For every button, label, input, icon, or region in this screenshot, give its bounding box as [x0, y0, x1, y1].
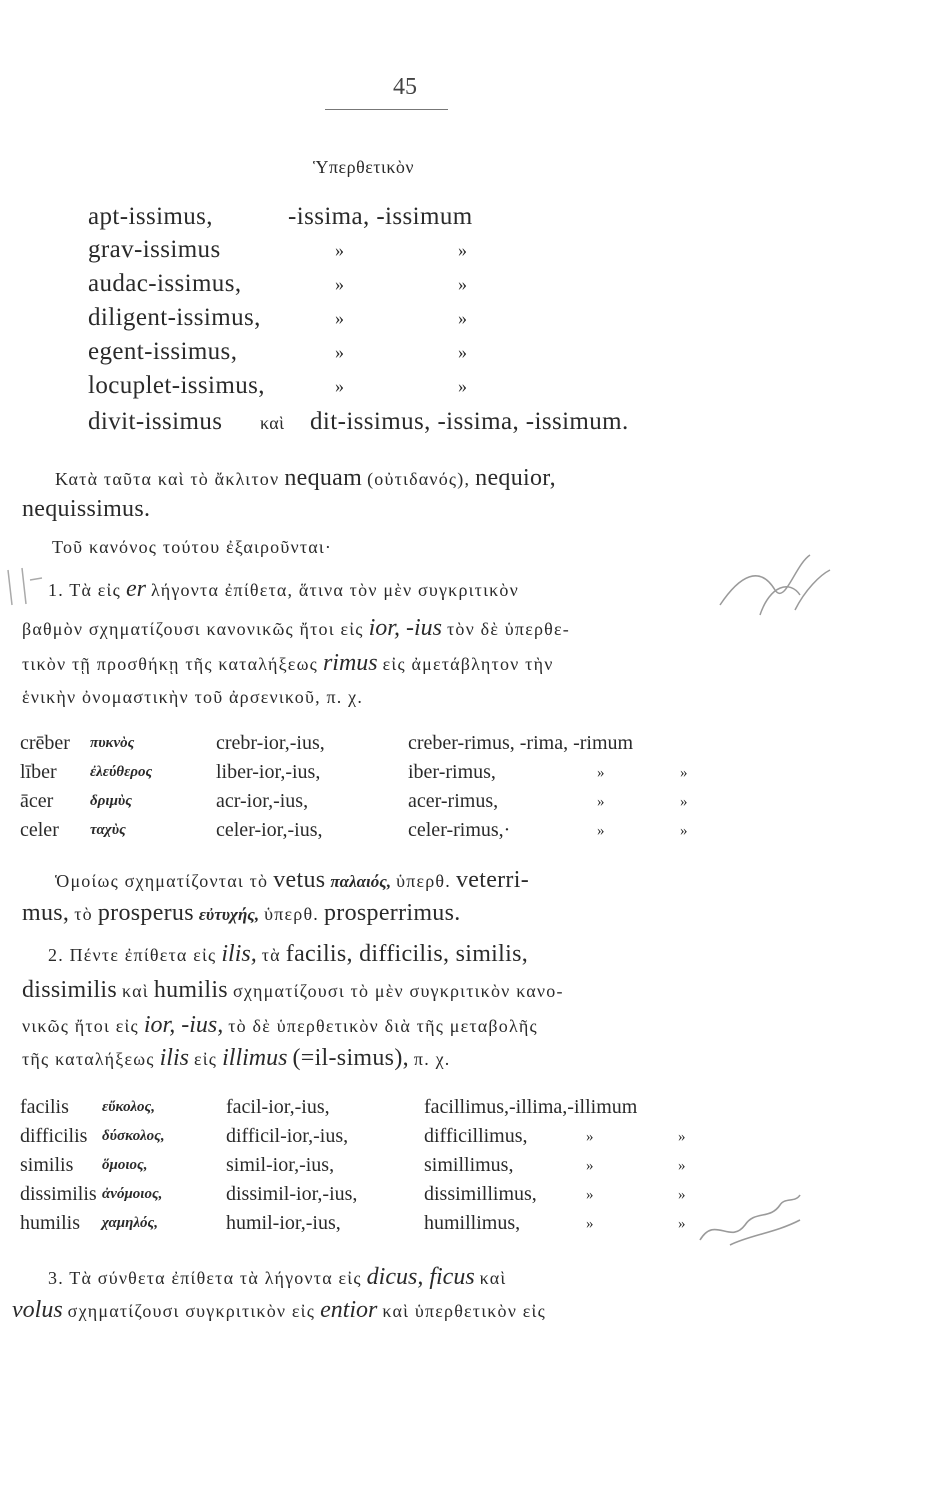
page-number: 45: [393, 74, 417, 100]
ditto-mark: »: [458, 274, 468, 294]
ditto-mark: »: [678, 1187, 686, 1203]
ditto-mark: »: [597, 794, 605, 810]
ditto-mark: »: [586, 1216, 594, 1232]
positive-form: ācer: [20, 790, 54, 812]
greek-gloss: πυκνὸς: [90, 735, 135, 751]
greek-gloss: ἐλεύθερος: [90, 764, 153, 780]
rule1-line-4: ἑνικὴν ὀνομαστικὴν τοῦ ἀρσενικοῦ, π. χ.: [22, 687, 364, 707]
positive-form: dissimilis: [20, 1183, 97, 1205]
superlative-form: simillimus,: [424, 1154, 514, 1176]
superlative-word: locuplet-issimus,: [88, 372, 265, 399]
greek-gloss: ὅμοιος,: [102, 1157, 148, 1173]
superlative-word: audac-issimus,: [88, 270, 242, 297]
rule1-line-2: βαθμὸν σχηματίζουσι κανονικῶς ἤτοι εἰς ior, -ius τὸν δὲ ὑπερθε-: [22, 615, 570, 641]
superlative-form: humillimus,: [424, 1212, 521, 1234]
superlative-form: celer-rimus,·: [408, 819, 511, 841]
greek-gloss: εὔκολος,: [102, 1099, 155, 1115]
pencil-scribble-mark: [700, 535, 840, 635]
greek-gloss: ταχὺς: [90, 822, 126, 838]
section-heading: Ὑπερθετικὸν: [313, 157, 415, 177]
superlative-word: diligent-issimus,: [88, 304, 261, 331]
positive-form: difficilis: [20, 1125, 88, 1147]
positive-form: similis: [20, 1154, 74, 1176]
superlative-form: iber-rimus,: [408, 761, 496, 783]
positive-form: humilis: [20, 1212, 81, 1234]
ditto-mark: »: [597, 823, 605, 839]
positive-form: crēber: [20, 732, 70, 754]
ditto-mark: »: [680, 794, 688, 810]
comparative-form: celer-ior,-ius,: [216, 819, 323, 841]
ditto-mark: »: [458, 240, 468, 260]
ditto-mark: »: [458, 342, 468, 362]
ditto-mark: »: [586, 1187, 594, 1203]
nequam-line-1: Κατὰ ταῦτα καὶ τὸ ἄκλιτον nequam (οὐτιδανός), nequior,: [55, 465, 556, 491]
ditto-mark: »: [335, 274, 345, 294]
rule2-line-3: νικῶς ἤτοι εἰς ior, -ius, τὸ δὲ ὑπερθετικὸν διὰ τῆς μεταβολῆς: [22, 1012, 538, 1038]
header-rule: [325, 109, 448, 110]
comparative-form: acr-ior,-ius,: [216, 790, 309, 812]
superlative-word: egent-issimus,: [88, 338, 238, 365]
rule1-line-3: τικὸν τῇ προσθήκῃ τῆς καταλήξεως rimus εἰς ἀμετάβλητον τὴν: [22, 650, 554, 676]
ditto-mark: »: [597, 765, 605, 781]
ditto-mark: »: [586, 1158, 594, 1174]
greek-gloss: δύσκολος,: [102, 1128, 165, 1144]
comparative-form: liber-ior,-ius,: [216, 761, 321, 783]
pencil-margin-mark: [0, 560, 50, 610]
greek-conjunction: καὶ: [260, 413, 285, 433]
superlative-form: difficillimus,: [424, 1125, 528, 1147]
ditto-mark: »: [458, 376, 468, 396]
rule3-line-2: volus σχηματίζουσι συγκριτικὸν εἰς entior καὶ ὑπερθετικὸν εἰς: [12, 1297, 546, 1323]
comparative-form: facil-ior,-ius,: [226, 1096, 330, 1118]
superlative-form: facillimus,-illima,-illimum: [424, 1096, 638, 1118]
vetus-line-2: mus, τὸ prosperus εὐτυχής, ὑπερθ. prosperrimus.: [22, 900, 461, 926]
comparative-form: humil-ior,-ius,: [226, 1212, 341, 1234]
superlative-word: apt-issimus,: [88, 203, 213, 230]
rule1-line-1: 1. Τὰ εἰς er λήγοντα ἐπίθετα, ἅτινα τὸν μὲν συγκριτικὸν: [48, 576, 519, 602]
positive-form: facilis: [20, 1096, 69, 1118]
ditto-mark: »: [680, 823, 688, 839]
exceptions-line: Τοῦ κανόνος τούτου ἐξαιροῦνται·: [52, 537, 333, 557]
rule2-line-2: dissimilis καὶ humilis σχηματίζουσι τὸ μὲν συγκριτικὸν κανο-: [22, 977, 564, 1003]
superlative-form: creber-rimus, -rima, -rimum: [408, 732, 634, 754]
comparative-form: dissimil-ior,-ius,: [226, 1183, 358, 1205]
ditto-mark: »: [680, 765, 688, 781]
superlative-endings: -issima, -issimum: [288, 203, 473, 230]
nequam-line-2: nequissimus.: [22, 496, 151, 522]
superlative-form: dissimillimus,: [424, 1183, 537, 1205]
rule3-line-1: 3. Τὰ σύνθετα ἐπίθετα τὰ λήγοντα εἰς dicus, ficus καὶ: [48, 1264, 507, 1290]
rule2-line-1: 2. Πέντε ἐπίθετα εἰς ilis, τὰ facilis, difficilis, similis,: [48, 941, 529, 967]
positive-form: celer: [20, 819, 59, 841]
superlative-word: grav-issimus: [88, 236, 221, 263]
comparative-form: crebr-ior,-ius,: [216, 732, 325, 754]
ditto-mark: »: [335, 308, 345, 328]
ditto-mark: »: [678, 1158, 686, 1174]
superlative-word: dit-issimus, -issima, -issimum.: [310, 408, 629, 435]
greek-gloss: δριμὺς: [90, 793, 132, 809]
ditto-mark: »: [458, 308, 468, 328]
ditto-mark: »: [678, 1216, 686, 1232]
positive-form: līber: [20, 761, 57, 783]
ditto-mark: »: [586, 1129, 594, 1145]
ditto-mark: »: [335, 342, 345, 362]
comparative-form: simil-ior,-ius,: [226, 1154, 335, 1176]
superlative-word: divit-issimus: [88, 408, 223, 435]
vetus-line-1: Ὁμοίως σχηματίζονται τὸ vetus παλαιός, ὑπερθ. veterri-: [55, 867, 529, 893]
superlative-form: acer-rimus,: [408, 790, 499, 812]
ditto-mark: »: [335, 240, 345, 260]
ditto-mark: »: [335, 376, 345, 396]
greek-gloss: ἀνόμοιος,: [102, 1186, 163, 1202]
pencil-signature-mark: [690, 1185, 830, 1265]
ditto-mark: »: [678, 1129, 686, 1145]
rule2-line-4: τῆς καταλήξεως ilis εἰς illimus (=il-simus), π. χ.: [22, 1045, 451, 1071]
comparative-form: difficil-ior,-ius,: [226, 1125, 349, 1147]
greek-gloss: χαμηλός,: [102, 1215, 158, 1231]
